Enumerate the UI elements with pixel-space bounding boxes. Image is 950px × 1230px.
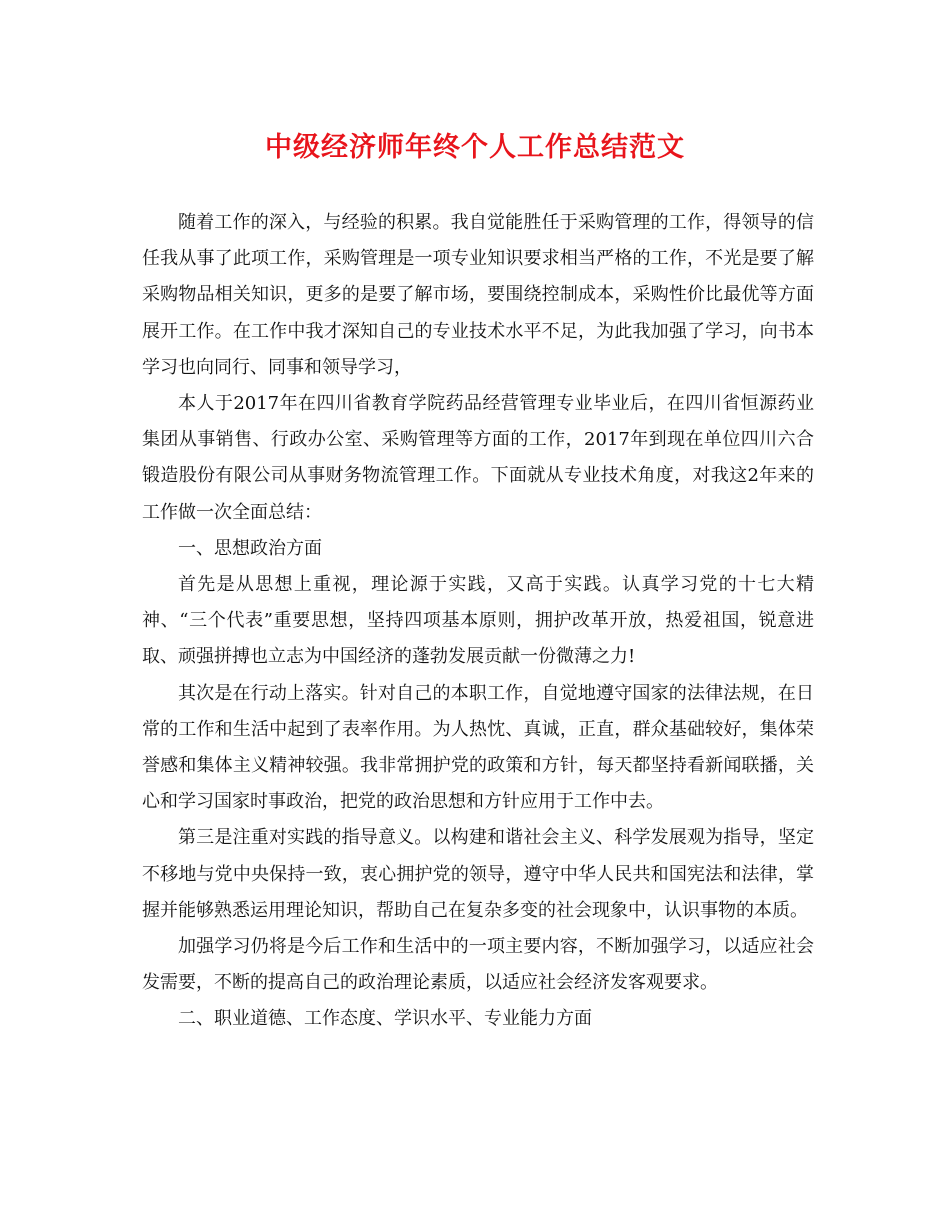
paragraph-intro: 随着工作的深入，与经验的积累。我自觉能胜任于采购管理的工作，得领导的信任我从事了此项工作，采购管理是一项专业知识要求相当严格的工作，不光是要了解采购物品相关知识，更多的是要了解市场，要围绕控制成本，采购性价比最优等方面展开工作。在工作中我才深知自己的专业技术水平不足，为此我加强了学习，向书本学习也向同行、同事和领导学习， xyxy=(142,212,814,378)
document-body xyxy=(142,205,814,1038)
document-title: 中级经济师年终个人工作总结范文 xyxy=(265,132,685,163)
paragraph-background: 本人于2017年在四川省教育学院药品经营管理专业毕业后，在四川省恒源药业集团从事销售、行政办公室、采购管理等方面的工作，2017年到现在单位四川六合锻造股份有限公司从事财务物流管理工作。下面就从专业技术角度，对我这2年来的工作做一次全面总结： xyxy=(142,393,814,523)
paragraph-political-first: 首先是从思想上重视，理论源于实践，又高于实践。认真学习党的十七大精神、“三个代表”重要思想，坚持四项基本原则，拥护改革开放，热爱祖国，锐意进取、顽强拼搏也立志为中国经济的蓬勃发展贡献一份微薄之力! xyxy=(142,574,814,668)
section-heading-political: 一、思想政治方面 xyxy=(178,537,322,559)
paragraph-political-third: 第三是注重对实践的指导意义。以构建和谐社会主义、科学发展观为指导，坚定不移地与党中央保持一致，衷心拥护党的领导，遵守中华人民共和国宪法和法律，掌握并能够熟悉运用理论知识，帮助自己在复杂多变的社会现象中，认识事物的本质。 xyxy=(142,827,814,921)
paragraph-political-second: 其次是在行动上落实。针对自己的本职工作，自觉地遵守国家的法律法规，在日常的工作和生活中起到了表率作用。为人热忱、真诚，正直，群众基础较好，集体荣誉感和集体主义精神较强。我非常拥护党的政策和方针，每天都坚持看新闻联播，关心和学习国家时事政治，把党的政治思想和方针应用于工作中去。 xyxy=(142,682,814,813)
paragraph-study: 加强学习仍将是今后工作和生活中的一项主要内容，不断加强学习，以适应社会发需要，不断的提高自己的政治理论素质，以适应社会经济发客观要求。 xyxy=(142,936,814,994)
section-heading-professional: 二、职业道德、工作态度、学识水平、专业能力方面 xyxy=(178,1008,592,1030)
